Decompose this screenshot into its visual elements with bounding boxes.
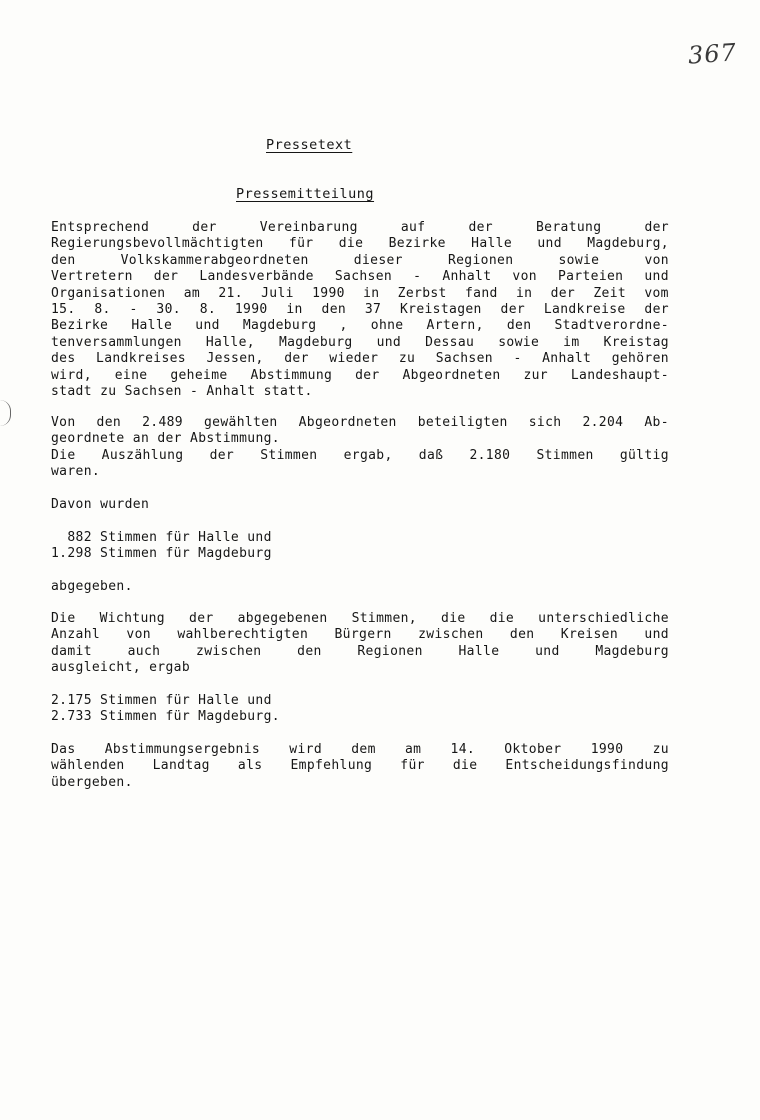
text-line-content: 2.175 Stimmen für Halle und [51,693,272,708]
text-line [51,335,669,351]
word: in [515,285,533,301]
text-line [51,709,669,725]
word: Von [51,415,76,430]
word: zu [652,742,669,757]
word: Organisationen [51,285,166,301]
word: 37 [364,301,382,317]
text-line [51,627,669,643]
word: Vereinbarung [259,220,358,235]
word: Abstimmung [250,367,333,383]
word: der [550,285,576,301]
word: geheime [170,367,228,383]
word: von [644,252,669,268]
word: Sachsen [124,383,191,399]
word: stadt [51,383,101,399]
word: den [297,643,322,659]
word: - [413,269,422,285]
word: der [157,431,191,447]
word: Die [51,447,76,463]
word: 2.180 [469,447,511,463]
word: im [563,334,580,350]
word: der [189,611,214,626]
word: Artern, [426,318,484,334]
word: Jessen, [206,351,264,367]
word: 1990 [312,285,345,301]
word: übergeben. [51,774,133,790]
word: für [400,758,425,774]
word: wieder [329,351,379,367]
word: zwischen [418,627,484,643]
word: der [355,367,380,383]
word: 8. [94,301,111,317]
word: von [512,269,537,285]
word: wurden [100,497,150,512]
word: gültig [619,447,669,463]
word: Kreistag [603,334,669,350]
word: Regierungsbevollmächtigten [51,236,264,252]
word: der [468,220,493,235]
word: und [644,269,669,285]
word: an [132,431,158,447]
word: Volkskammerabgeordneten [120,252,309,268]
paragraph-davon [51,497,669,513]
text-line [51,660,669,676]
word: Abgeordneten [298,415,397,430]
word: dem [351,742,376,757]
word: Kreisen [560,627,619,643]
word: abgegebenen [237,611,328,626]
word: , [339,318,348,334]
paragraph-weighting [51,611,669,677]
text-line [51,351,669,367]
text-line-content: 882 Stimmen für Halle und [51,530,272,545]
text-line [51,579,669,595]
word: auf [400,220,426,235]
word: vom [644,285,669,301]
text-line [51,742,669,758]
paragraph-abgegeben [51,579,669,595]
text-line [51,448,669,464]
text-line [51,415,669,431]
word: ergab [149,660,191,676]
word: Anhalt [542,351,592,367]
vote-count-list-2 [51,693,669,726]
word: Halle [131,318,173,334]
word: Davon [51,497,101,512]
word: tenversammlungen [51,334,182,350]
word: Magdeburg [278,334,353,350]
word: und [644,627,669,643]
word: der [284,351,309,367]
text-line [51,286,669,302]
word: der [644,220,669,235]
word: sich [528,415,562,430]
word: 21. [218,285,243,301]
word: der [153,269,179,285]
word: der [192,220,217,235]
word: Wichtung [99,611,165,626]
word: Die [51,611,76,626]
word: Regionen [447,252,514,268]
word: Halle, [205,334,255,350]
word: Kreistagen [399,301,482,317]
word: Abstimmungsergebnis [104,742,261,757]
word: Anzahl [51,627,101,643]
word: Parteien [557,269,624,285]
text-line-content: 1.298 Stimmen für Magdeburg [51,546,272,562]
word: Entscheidungsfindung [505,758,669,774]
word: 8. [199,301,217,317]
word: auch [127,643,161,659]
word: den [321,301,347,317]
word: - [129,301,138,317]
text-line [51,693,669,709]
word: Zeit [593,285,627,301]
word: den [509,627,535,643]
word: 30. [156,301,181,317]
word: Landesverbände [199,269,314,285]
word: die [338,236,364,252]
handwritten-page-number: 367 [687,38,738,70]
word: Bürgern [334,627,392,643]
word: wahlberechtigten [177,627,309,643]
word: dieser [353,252,403,268]
word: zu [398,351,416,367]
word: Stadtverordne- [554,318,669,334]
word: der [500,301,526,317]
word: unterschiedliche [538,611,669,626]
text-line [51,318,669,334]
word: Magdeburg [242,318,317,334]
word: Abgeordneten [402,367,501,383]
word: und [537,236,562,252]
paragraph-result [51,742,669,791]
word: Bezirke [388,236,446,252]
word: zu [100,383,125,399]
word: Empfehlung [290,758,373,774]
word: - [513,351,522,367]
word: ergab, [343,447,393,463]
word: Oktober [504,742,562,757]
text-line [51,530,669,546]
word: Das [51,742,76,757]
word: daß [418,447,444,463]
word: Stimmen [260,447,318,463]
word: waren. [51,464,101,480]
word: der [644,301,669,317]
word: die [441,611,466,626]
word: Halle [458,643,500,659]
word: am [404,742,422,757]
word: Sachsen [334,269,393,285]
word: Sachsen [435,351,493,367]
word: fand [464,285,498,301]
paragraph-participation [51,415,669,481]
text-line [51,236,669,252]
word: Landtag [152,758,210,774]
text-line [51,269,669,285]
word: sowie [498,334,540,350]
word: Stimmen [536,447,594,463]
paragraph-intro [51,220,669,400]
word: abgegeben. [51,579,133,594]
word: Entsprechend [51,220,150,235]
word: Ab- [644,415,669,430]
word: - [190,383,207,399]
word: zur [523,367,548,383]
text-line [51,497,669,513]
word: den [51,252,76,268]
word: den [96,415,122,430]
word: als [237,758,263,774]
word: Abstimmung. [190,431,280,447]
word: Landeshaupt- [570,367,669,383]
word: von [126,627,151,643]
text-line [51,775,669,791]
word: geordnete [51,431,133,447]
word: Beratung [536,220,602,235]
word: in [286,301,303,317]
word: ausgleicht, [51,660,150,676]
text-line [51,220,669,236]
word: zwischen [196,643,262,659]
word: 2.204 [582,415,624,430]
word: in [363,285,380,301]
text-line [51,546,669,562]
word: 14. [450,742,476,757]
word: beteiligten [417,415,508,430]
word: Anhalt [442,269,492,285]
word: und [535,643,560,659]
word: eine [114,367,148,383]
word: gehören [611,351,669,367]
text-line [51,302,669,318]
word: die [452,758,478,774]
word: Vertretern [51,269,133,285]
word: Regionen [357,643,423,659]
word: der [209,447,235,463]
word: Halle [471,236,513,252]
word: gewählten [204,415,278,430]
text-line [51,611,669,627]
word: Anhalt [206,383,264,399]
word: Landkreises [96,351,186,367]
word: 1990 [590,742,624,757]
word: Stimmen, [351,611,417,626]
word: wählenden [51,758,125,774]
text-line [51,384,669,400]
word: Auszählung [101,447,184,463]
word: für [288,236,314,252]
word: Landkreise [543,301,626,317]
word: 1990 [234,301,268,317]
word: Magdeburg [595,643,669,659]
word: und [195,318,220,334]
word: wird, [51,367,92,383]
word: 15. [51,301,76,317]
word: statt. [263,383,313,399]
text-line [51,431,669,447]
word: damit [51,643,92,659]
document-heading: Pressetext [266,137,353,153]
word: Bezirke [51,318,109,334]
word: 2.489 [142,415,183,430]
document-subheading: Pressemitteilung [236,186,375,202]
word: Dessau [425,334,475,350]
word: sowie [558,252,600,268]
word: Zerbst [397,285,447,301]
text-line [51,253,669,269]
word: die [489,611,515,626]
word: am [183,285,201,301]
text-line [51,758,669,774]
text-line [51,368,669,384]
word: Magdeburg, [587,236,669,252]
word: Juli [261,285,294,301]
word: wird [289,742,323,757]
vote-count-list-1 [51,530,669,563]
margin-mark [0,400,11,426]
word: ohne [370,318,404,334]
word: den [506,318,532,334]
word: des [51,351,76,367]
word: und [376,334,402,350]
text-line [51,464,669,480]
text-line-content: 2.733 Stimmen für Magdeburg. [51,709,280,725]
text-line [51,644,669,660]
